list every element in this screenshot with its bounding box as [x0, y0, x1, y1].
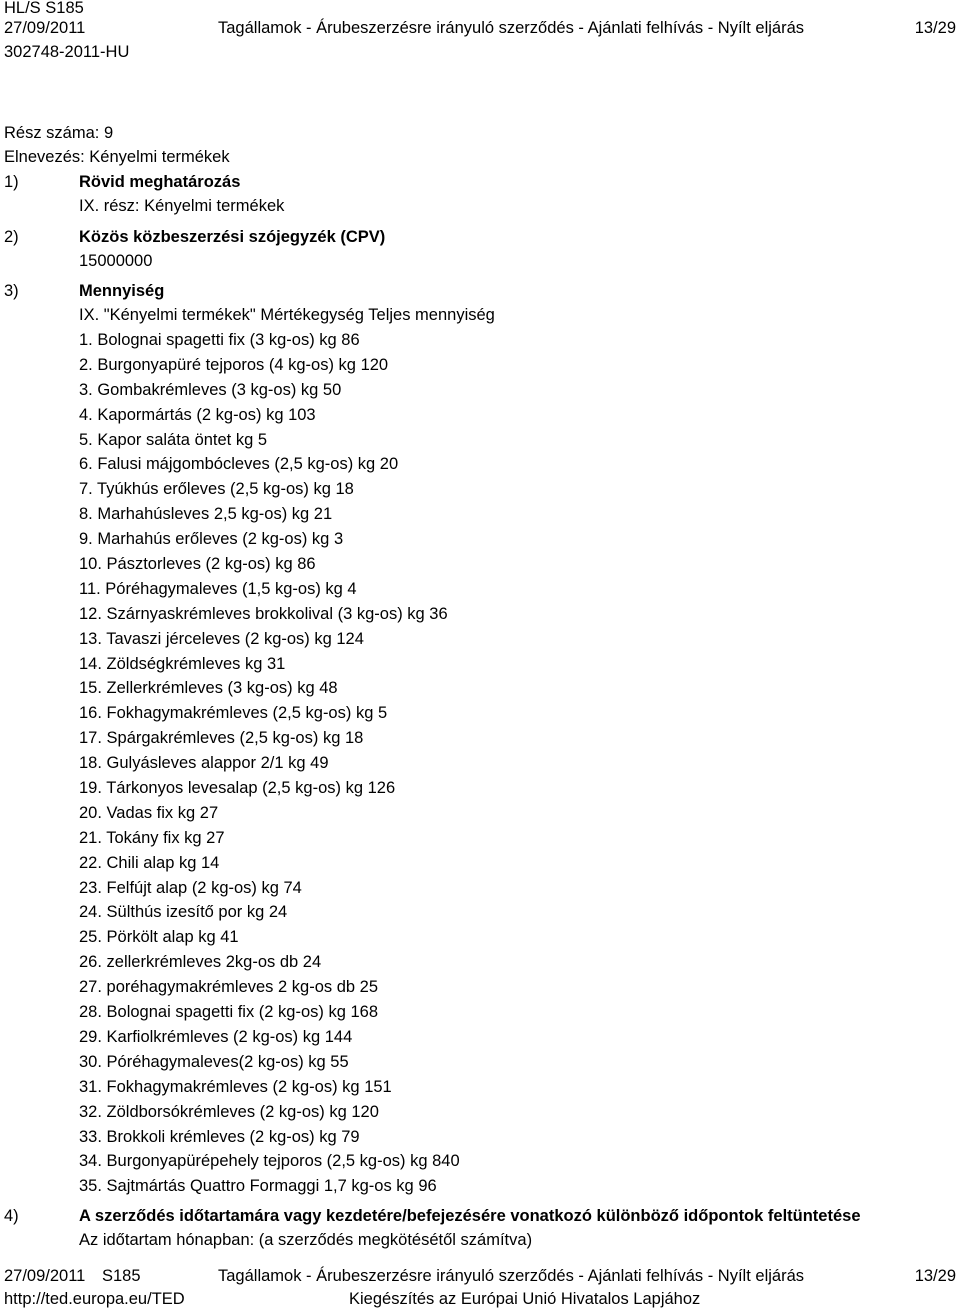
- list-item: 25. Pörkölt alap kg 41: [79, 928, 239, 947]
- header-title: Tagállamok - Árubeszerzésre irányuló szerződés - Ajánlati felhívás - Nyílt eljárás: [218, 19, 804, 37]
- list-item: 32. Zöldborsókrémleves (2 kg-os) kg 120: [79, 1102, 379, 1121]
- section-title: A szerződés időtartamára vagy kezdetére/befejezésére vonatkozó különböző időpontok feltüntetése: [79, 1207, 861, 1225]
- footer-date: 27/09/2011: [4, 1267, 86, 1285]
- list-item: 6. Falusi májgombócleves (2,5 kg-os) kg 20: [79, 455, 399, 474]
- footer-publisher: Kiegészítés az Európai Unió Hivatalos Lapjához: [349, 1290, 701, 1308]
- list-item: 21. Tokány fix kg 27: [79, 828, 225, 847]
- list-item: 20. Vadas fix kg 27: [79, 803, 219, 822]
- list-item: 14. Zöldségkrémleves kg 31: [79, 654, 286, 673]
- section-number: 3): [4, 282, 19, 300]
- footer-page-number: 13/29: [914, 1267, 956, 1285]
- list-item: 12. Szárnyaskrémleves brokkolival (3 kg-os) kg 36: [79, 604, 448, 623]
- section-title: Rövid meghatározás: [79, 173, 241, 191]
- list-item: 31. Fokhagymakrémleves (2 kg-os) kg 151: [79, 1077, 392, 1096]
- footer-title: Tagállamok - Árubeszerzésre irányuló szerződés - Ajánlati felhívás - Nyílt eljárás: [218, 1267, 804, 1285]
- section-title: Közös közbeszerzési szójegyzék (CPV): [79, 228, 386, 246]
- section-4-body: Az időtartam hónapban: (a szerződés megkötésétől számítva): [79, 1231, 533, 1249]
- list-item: 28. Bolognai spagetti fix (2 kg-os) kg 168: [79, 1003, 379, 1022]
- list-item: 24. Sülthús izesítő por kg 24: [79, 903, 288, 922]
- list-item: 11. Póréhagymaleves (1,5 kg-os) kg 4: [79, 579, 357, 598]
- list-item: 10. Pásztorleves (2 kg-os) kg 86: [79, 555, 316, 574]
- list-item: 29. Karfiolkrémleves (2 kg-os) kg 144: [79, 1027, 353, 1046]
- list-item: 30. Póréhagymaleves(2 kg-os) kg 55: [79, 1052, 349, 1071]
- list-item: 16. Fokhagymakrémleves (2,5 kg-os) kg 5: [79, 704, 388, 723]
- list-item: 13. Tavaszi jérceleves (2 kg-os) kg 124: [79, 629, 364, 648]
- list-item: 5. Kapor saláta öntet kg 5: [79, 430, 268, 449]
- list-item: 27. poréhagymakrémleves 2 kg-os db 25: [79, 978, 378, 997]
- quantity-list: [79, 328, 460, 1199]
- page-header: [4, 0, 956, 61]
- list-item: 19. Tárkonyos levesalap (2,5 kg-os) kg 126: [79, 779, 396, 798]
- list-item: 18. Gulyásleves alappor 2/1 kg 49: [79, 754, 329, 773]
- list-item: 33. Brokkoli krémleves (2 kg-os) kg 79: [79, 1127, 360, 1146]
- section-title: Mennyiség: [79, 282, 165, 300]
- section-3-body: IX. "Kényelmi termékek" Mértékegység Teljes mennyiség: [79, 306, 495, 324]
- list-item: 3. Gombakrémleves (3 kg-os) kg 50: [79, 380, 342, 399]
- list-item: 8. Marhahúsleves 2,5 kg-os) kg 21: [79, 505, 333, 524]
- list-item: 34. Burgonyapürépehely tejporos (2,5 kg-os) kg 840: [79, 1152, 460, 1171]
- footer-series: S185: [102, 1267, 141, 1285]
- doc-id: HL/S S185: [4, 0, 84, 17]
- header-ref: 302748-2011-HU: [4, 43, 130, 61]
- footer-url[interactable]: http://ted.europa.eu/TED: [4, 1290, 185, 1308]
- header-page-number: 13/29: [914, 19, 956, 37]
- section-number: 1): [4, 173, 19, 191]
- list-item: 23. Felfújt alap (2 kg-os) kg 74: [79, 878, 302, 897]
- page-footer: [4, 1266, 956, 1310]
- part-name: Elnevezés: Kényelmi termékek: [4, 148, 230, 166]
- list-item: 2. Burgonyapüré tejporos (4 kg-os) kg 120: [79, 355, 389, 374]
- list-item: 15. Zellerkrémleves (3 kg-os) kg 48: [79, 679, 338, 698]
- list-item: 1. Bolognai spagetti fix (3 kg-os) kg 86: [79, 331, 360, 349]
- list-item: 4. Kapormártás (2 kg-os) kg 103: [79, 405, 316, 424]
- list-item: 17. Spárgakrémleves (2,5 kg-os) kg 18: [79, 729, 364, 748]
- section-number: 2): [4, 228, 19, 246]
- section-1-body: IX. rész: Kényelmi termékek: [79, 197, 285, 215]
- list-item: 35. Sajtmártás Quattro Formaggi 1,7 kg-os kg 96: [79, 1177, 437, 1196]
- list-item: 22. Chili alap kg 14: [79, 853, 220, 872]
- header-date: 27/09/2011: [4, 19, 86, 37]
- list-item: 26. zellerkrémleves 2kg-os db 24: [79, 953, 322, 972]
- part-number: Rész száma: 9: [4, 124, 114, 142]
- list-item: 9. Marhahús erőleves (2 kg-os) kg 3: [79, 530, 344, 549]
- section-number: 4): [4, 1207, 19, 1225]
- section-2-body: 15000000: [79, 252, 153, 270]
- list-item: 7. Tyúkhús erőleves (2,5 kg-os) kg 18: [79, 480, 354, 499]
